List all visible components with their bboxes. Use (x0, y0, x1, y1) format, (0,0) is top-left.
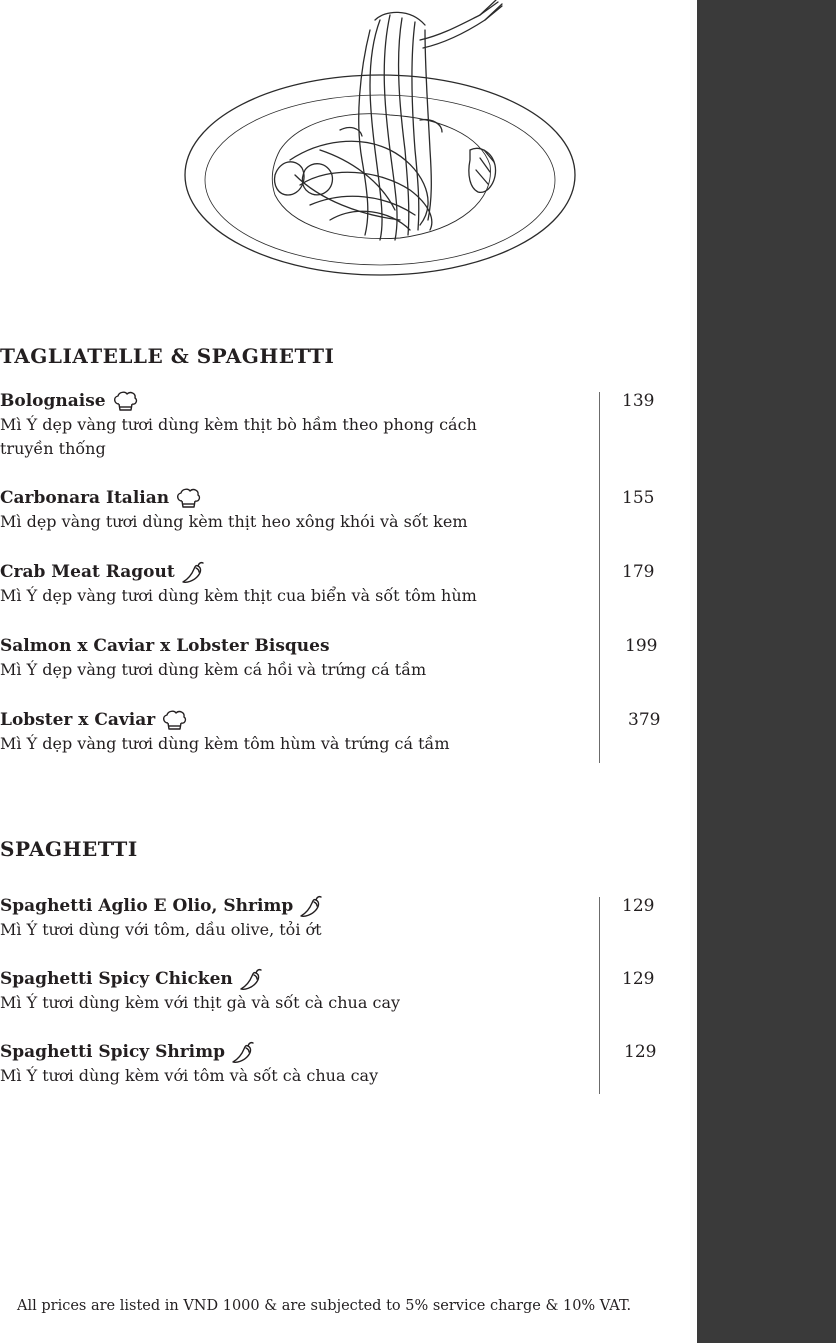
menu-item-carbonara-italian (0, 486, 600, 534)
menu-item-spaghetti-aglio-e-olio-shrimp (0, 894, 600, 942)
menu-item-spaghetti-spicy-shrimp (0, 1040, 600, 1088)
menu-item-price: 139 (622, 391, 655, 411)
chili-pepper-icon (238, 967, 266, 991)
section-title-tagliatelle-spaghetti: TAGLIATELLE & SPAGHETTI (0, 344, 335, 368)
menu-item-lobster-caviar (0, 708, 600, 756)
menu-item-description: Mì Ý tươi dùng kèm với tôm và sốt cà chua cay (0, 1066, 379, 1085)
chef-hat-icon (174, 486, 202, 510)
chef-hat-icon (111, 389, 139, 413)
price-footnote: All prices are listed in VND 1000 & are subjected to 5% service charge & 10% VAT. (17, 1298, 632, 1314)
menu-item-spaghetti-spicy-chicken (0, 967, 600, 1015)
menu-item-salmon-caviar-lobster-bisques (0, 634, 600, 682)
menu-item-name: Bolognaise (0, 391, 106, 411)
menu-item-description: Mì Ý tươi dùng kèm với thịt gà và sốt cà chua cay (0, 993, 401, 1012)
menu-item-description: Mì dẹp vàng tươi dùng kèm thịt heo xông khói và sốt kem (0, 512, 468, 531)
menu-item-price: 129 (624, 1042, 657, 1062)
menu-item-price: 155 (622, 488, 655, 508)
chef-hat-icon (160, 708, 188, 732)
menu-item-crab-meat-ragout (0, 560, 600, 608)
menu-item-price: 129 (622, 969, 655, 989)
pasta-plate-illustration (180, 0, 590, 290)
chili-pepper-icon (230, 1040, 258, 1064)
menu-item-name: Lobster x Caviar (0, 710, 156, 730)
menu-item-description: Mì Ý dẹp vàng tươi dùng kèm thịt cua biển và sốt tôm hùm (0, 586, 477, 605)
menu-item-price: 179 (622, 562, 655, 582)
menu-item-description: Mì Ý dẹp vàng tươi dùng kèm cá hồi và trứng cá tầm (0, 660, 427, 679)
menu-item-description: Mì Ý dẹp vàng tươi dùng kèm tôm hùm và trứng cá tầm (0, 734, 450, 753)
menu-item-price: 199 (625, 636, 658, 656)
menu-item-bolognaise (0, 389, 600, 461)
section-title-spaghetti: SPAGHETTI (0, 837, 138, 861)
chili-pepper-icon (298, 894, 326, 918)
menu-item-name: Crab Meat Ragout (0, 562, 175, 582)
menu-item-description: Mì Ý dẹp vàng tươi dùng kèm thịt bò hầm theo phong cách truyền thống (0, 415, 477, 458)
menu-item-description: Mì Ý tươi dùng với tôm, dầu olive, tỏi ớt (0, 920, 322, 939)
menu-item-price: 129 (622, 896, 655, 916)
menu-item-name: Spaghetti Aglio E Olio, Shrimp (0, 896, 294, 916)
menu-item-price: 379 (628, 710, 661, 730)
menu-item-name: Salmon x Caviar x Lobster Bisques (0, 636, 330, 656)
menu-item-name: Carbonara Italian (0, 488, 170, 508)
chili-pepper-icon (180, 560, 208, 584)
menu-item-name: Spaghetti Spicy Chicken (0, 969, 233, 989)
side-band (697, 0, 836, 1343)
menu-item-name: Spaghetti Spicy Shrimp (0, 1042, 226, 1062)
